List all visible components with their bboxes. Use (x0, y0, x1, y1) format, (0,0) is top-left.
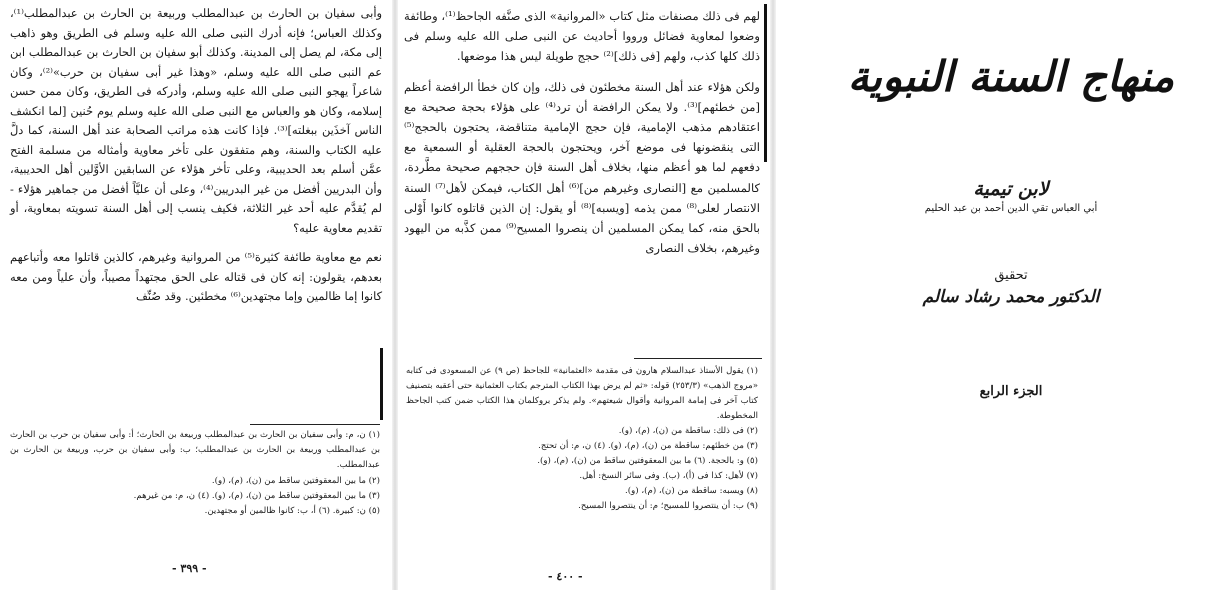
page-399-body (10, 4, 382, 307)
footnote: (٣) من خطئهم: ساقطة من (ن)، (م)، (و). (٤) ن، م: أن تحتج. (538, 441, 758, 451)
page-400-footnotes (406, 364, 758, 514)
page-number: - ٤٠٠ - (548, 570, 583, 583)
paragraph: وأبى سفيان بن الحارث بن عبدالمطلب وربيعة بن الحارث بن عبدالمطلب⁽¹⁾، وكذلك العباس؛ فإنه أدرك النبى صلى الله عليه وسلم فى الطريق وهو ذاهب إلى مكة، لم يصل إلى المدينة. وكذلك أبو سفيان بن الحارث بن عبدالمطلب ابن عم النبى صلى الله عليه وسلم، «وهذا غير أبى سفيان بن حرب»⁽²⁾، وكان شاعراً يهجو النبى صلى الله عليه وسلم، وأدركه فى الطريق، وكان ممن حسن إسلامه، وكان هو والعباس مع النبى صلى الله عليه وسلم يوم حُنين [لما انكشف الناس آخذَين ببغلته]⁽³⁾. فإذا كانت هذه مراتب الصحابة عند أهل السنة، كما دلَّ عليه الكتاب والسنة، وهم متفقون على تأخر معاوية وأمثاله من مسلمة الفتح عمَّن أسلم بعد الحديبية، وعلى تأخر هؤلاء عن السابقين الأوَّلين أهل الحديبية، وأن البدريين أفضل من غير البدريين⁽⁴⁾، وعلى أن عليَّاً أفضل من جماهير هؤلاء - لم يُقدَّم عليه أحد غير الثلاثة، فكيف ينسب إلى أهل السنة تسويته بمعاوية، أو تقديم معاوية عليه؟ (10, 6, 383, 235)
volume-label: الجزء الرابع (979, 384, 1043, 399)
footnote: (١) يقول الأستاذ عبدالسلام هارون فى مقدمة «العثمانية» للجاحظ (ص ٩) عن المسعودى فى كتابه «مروج الذهب» (٢٥٣/٣) قوله: «ثم لم يرض بهذا الكتاب المترجم بكتاب العثمانية حتى أعقبه بتصنيف كتاب آخر فى إمامة المروانية وأقوال شيعتهم». ولم يذكر بروكلمان هذا الكتاب ضمن كتب الجاحظ المخطوطة. (406, 366, 758, 421)
footnote: (٣) ما بين المعقوفتين ساقط من (ن)، (م)، (و). (٤) ن، م: من غيرهم. (133, 490, 380, 501)
footnote: (٥) ن: كبيرة. (٦) أ، ب: كانوا ظالمين أو مجتهدين. (204, 506, 380, 517)
tahqiq-label: تحقيق (994, 268, 1028, 283)
editor-block (836, 268, 1186, 307)
book-title: منهاج السنة النبوية (847, 52, 1175, 101)
footnote: (٥) و: بالحجة. (٦) ما بين المعقوفتين ساقط من (ن)، (م)، (و). (537, 456, 758, 466)
footnote: (٢) ما بين المعقوفتين ساقط من (ن)، (م)، (و). (211, 475, 380, 486)
footnote: (٧) لأهل: كذا فى (أ)، (ب). وفى سائر النسخ: أهل. (579, 471, 758, 481)
footnote: (٩) ب: أن ينتصروا للمسيح؛ م: أن ينتصروا المسيح. (578, 501, 758, 511)
author-name: لابن تيمية (973, 178, 1049, 200)
footnote-rule (634, 358, 762, 359)
margin-marker-bar (380, 348, 383, 420)
footnote: (١) ن، م: وأبى سفيان بن الحارث بن عبدالمطلب وربيعة بن الحارث؛ أ: وأبى سفيان بن حرب بن الحارث بن عبدالمطلب وربيعة بن الحارث بن عبدالمطلب؛ ب: وأبى سفيان بن حرب، وربيعة بن الحارث بن عبدالمطلب. (10, 430, 380, 471)
author-block (836, 178, 1186, 214)
paragraph: لهم فى ذلك مصنفات مثل كتاب «المروانية» الذى صنَّفه الجاحظ⁽¹⁾، وطائفة وضعوا لمعاوية فضائل ورووا أحاديث عن النبى صلى الله عليه وسلم فى ذلك كلها كذب، ولهم [فى ذلك]⁽²⁾ حجج طويلة ليس هذا موضعها. (404, 9, 760, 64)
footnote: (٢) فى ذلك: ساقطة من (ن)، (م)، (و). (618, 426, 758, 436)
page-400 (398, 0, 770, 590)
author-full-name: أبي العباس تقي الدين أحمد بن عبد الحليم (924, 203, 1098, 214)
footnote-rule (250, 424, 380, 425)
editor-name: الدكتور محمد رشاد سالم (922, 287, 1100, 307)
title-page (776, 0, 1218, 590)
paragraph: نعم مع معاوية طائفة كثيرة⁽⁵⁾ من المروانية وغيرهم، كالذين قاتلوا معه وأتباعهم بعدهم، يقولون: إنه كان فى قتاله على الحق مجتهداً مصيباً، وأن علياً ومن معه كانوا إما ظالمين وإما مجتهدين⁽⁶⁾ مخطئين. وقد صُنِّف (10, 250, 382, 303)
page-399-footnotes (10, 428, 380, 519)
page-400-body (404, 6, 760, 258)
page-number: - ٣٩٩ - (172, 562, 207, 575)
footnote: (٨) ويسبه: ساقطة من (ن)، (م)، (و). (625, 486, 758, 496)
paragraph: ولكن هؤلاء عند أهل السنة مخطئون فى ذلك، وإن كان خطأ الرافضة أعظم [من خطئهم]⁽³⁾. ولا يمكن الرافضة أن ترد⁽⁴⁾ على هؤلاء بحجة صحيحة مع اعتقادهم مذهب الإمامية، فإن حجج الإمامية متناقضة، يحتجون بالحجج⁽⁵⁾ التى ينقضونها فى موضع آخر، ويحتجون بالحجة العقلية أو السمعية مع دفعهم لما هو أعظم منها، بخلاف أهل السنة فإن حججهم صحيحة مطَّردة، كالمسلمين مع [النصارى وغيرهم من]⁽⁶⁾ أهل الكتاب، فيمكن لأهل⁽⁷⁾ السنة الانتصار لعلى⁽⁸⁾ ممن يذمه [ويسبه]⁽⁸⁾ أو يقول: إن الذين قاتلوه كانوا أَوْلى بالحق منه، كما يمكن المسلمين أن ينصروا المسيح⁽⁹⁾ ممن كذَّبه من اليهود وغيرهم، بخلاف النصارى (404, 79, 761, 256)
page-399 (0, 0, 392, 590)
margin-marker-bar (764, 4, 767, 162)
